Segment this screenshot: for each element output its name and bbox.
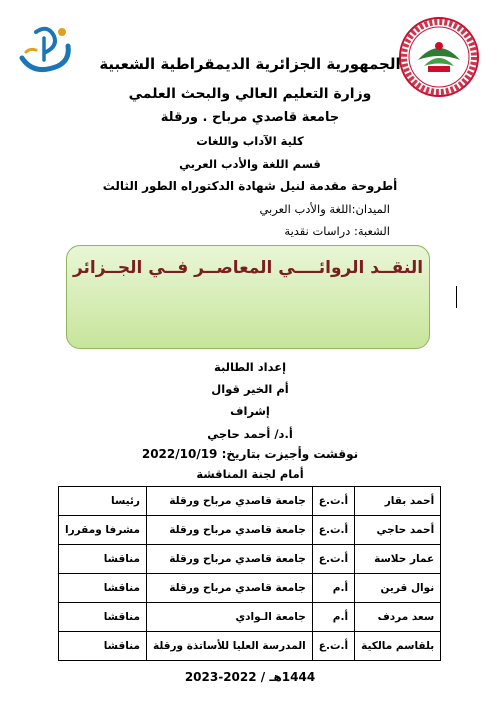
field-line: الميدان:اللغة والأدب العربي: [259, 202, 390, 216]
department-line: قسم اللغة والأدب العربي: [179, 157, 321, 171]
member-rank: أ.ت.ع: [312, 632, 354, 661]
member-institution: المدرسة العليا للأساتذة ورقلة: [146, 632, 312, 661]
member-institution: جامعة قاصدي مرباح ورقلة: [146, 487, 312, 516]
student-name: أم الخير قوال: [211, 382, 289, 396]
committee-table: [58, 486, 441, 661]
university-line: جامعة قاصدي مرباح . ورقلة: [160, 110, 340, 125]
academic-year: 1444هـ / 2022-2023: [184, 670, 316, 684]
member-institution: جامعة قاصدي مرباح ورقلة: [146, 574, 312, 603]
branch-line: الشعبة: دراسات نقدية: [284, 224, 390, 238]
thesis-type-line: أطروحة مقدمة لنيل شهادة الدكتوراه الطور الثالث: [102, 179, 398, 193]
prepared-by-label: إعداد الطالبة: [213, 360, 287, 374]
member-rank: أ.ت.ع: [312, 545, 354, 574]
country-line: الجمهورية الجزائرية الديمقراطية الشعبية: [99, 55, 401, 73]
member-institution: جامعة الـوادي: [146, 603, 312, 632]
member-rank: أ.م: [312, 574, 354, 603]
ministry-line: وزارة التعليم العالي والبحث العلمي: [128, 86, 372, 102]
table-row: [59, 487, 441, 516]
supervisor-name: أ.د/ أحمد حاجي: [207, 427, 293, 441]
table-row: [59, 603, 441, 632]
defense-date: نوقشت وأجيزت بتاريخ: 2022/10/19: [141, 447, 359, 461]
member-name: أحمد حاجي: [355, 516, 441, 545]
committee-label: أمام لجنة المناقشة: [196, 467, 304, 481]
table-row: [59, 545, 441, 574]
thesis-title: النقــد الروائــــي المعاصــر فــي الجــزائر: [72, 258, 424, 278]
member-role: مناقشا: [59, 603, 147, 632]
member-rank: أ.ت.ع: [312, 487, 354, 516]
member-role: مناقشا: [59, 545, 147, 574]
table-row: [59, 516, 441, 545]
title-box: [66, 245, 430, 349]
faculty-line: كلية الآداب واللغات: [196, 134, 304, 148]
member-institution: جامعة قاصدي مرباح ورقلة: [146, 516, 312, 545]
member-rank: أ.م: [312, 603, 354, 632]
table-row: [59, 632, 441, 661]
member-rank: أ.ت.ع: [312, 516, 354, 545]
member-role: مشرفا ومقررا: [59, 516, 147, 545]
member-name: بلقاسم مالكية: [355, 632, 441, 661]
member-name: سعد مردف: [355, 603, 441, 632]
member-role: مناقشا: [59, 632, 147, 661]
member-name: نوال قرين: [355, 574, 441, 603]
member-name: عمار حلاسة: [355, 545, 441, 574]
member-role: رئيسا: [59, 487, 147, 516]
table-row: [59, 574, 441, 603]
member-institution: جامعة قاصدي مرباح ورقلة: [146, 545, 312, 574]
member-role: مناقشا: [59, 574, 147, 603]
text-cursor: [456, 286, 457, 308]
member-name: أحمد بقار: [355, 487, 441, 516]
supervision-label: إشراف: [230, 404, 270, 418]
